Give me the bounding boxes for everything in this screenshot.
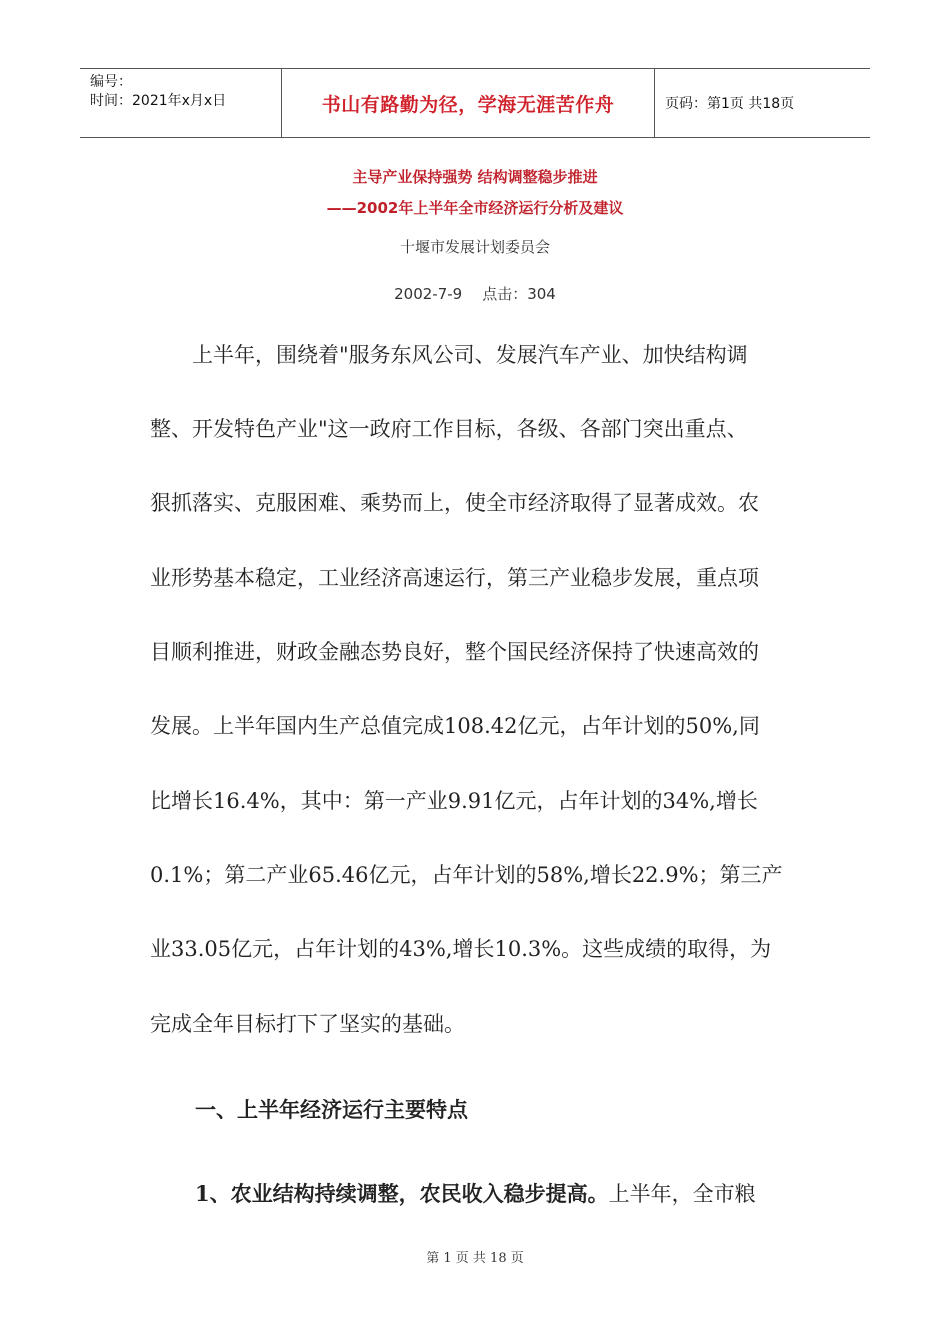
header-table [80, 68, 870, 138]
section-heading: 一、上半年经济运行主要特点 [195, 1097, 468, 1122]
body-line: 比增长16.4%，其中：第一产业9.91亿元，占年计划的34%,增长 [150, 789, 758, 813]
article-subtitle: ——2002年上半年全市经济运行分析及建议 [326, 199, 624, 217]
page-footer: 第 1 页 共 18 页 [426, 1251, 524, 1266]
article-date: 2002-7-9 [394, 285, 463, 303]
body-line: 整、开发特色产业"这一政府工作目标，各级、各部门突出重点、 [150, 417, 748, 441]
body-line: 发展。上半年国内生产总值完成108.42亿元，占年计划的50%,同 [150, 714, 760, 738]
header-page-code-cell [655, 69, 870, 137]
body-line: 业形势基本稳定，工业经济高速运行，第三产业稳步发展，重点项 [150, 566, 759, 590]
header-meta [80, 69, 281, 137]
body-line: 0.1%；第二产业65.46亿元，占年计划的58%,增长22.9%；第三产 [150, 863, 783, 887]
body-line: 完成全年目标打下了坚实的基础。 [150, 1012, 465, 1036]
header-motto: 书山有路勤为径，学海无涯苦作舟 [321, 93, 615, 116]
header-motto-cell [281, 69, 655, 137]
header-page-code: 页码：第1页 共18页 [665, 96, 795, 112]
article-dateline [0, 283, 950, 304]
article-title: 主导产业保持强势 结构调整稳步推进 [352, 168, 598, 186]
document-number-label: 编号： [90, 74, 132, 90]
body-line: 业33.05亿元，占年计划的43%,增长10.3%。这些成绩的取得，为 [150, 937, 772, 961]
subsection-heading: 1、农业结构持续调整，农民收入稳步提高。 [195, 1181, 609, 1206]
document-time-label: 时间：2021年x月x日 [90, 93, 227, 109]
subsection-line [195, 1180, 756, 1208]
body-line: 狠抓落实、克服困难、乘势而上，使全市经济取得了显著成效。农 [150, 491, 759, 515]
article-organization: 十堰市发展计划委员会 [399, 238, 550, 256]
body-line: 目顺利推进，财政金融态势良好，整个国民经济保持了快速高效的 [150, 640, 759, 664]
body-line: 上半年，围绕着"服务东风公司、发展汽车产业、加快结构调 [150, 343, 748, 367]
article-clicks: 点击：304 [482, 285, 556, 303]
subsection-text: 上半年，全市粮 [608, 1182, 756, 1206]
